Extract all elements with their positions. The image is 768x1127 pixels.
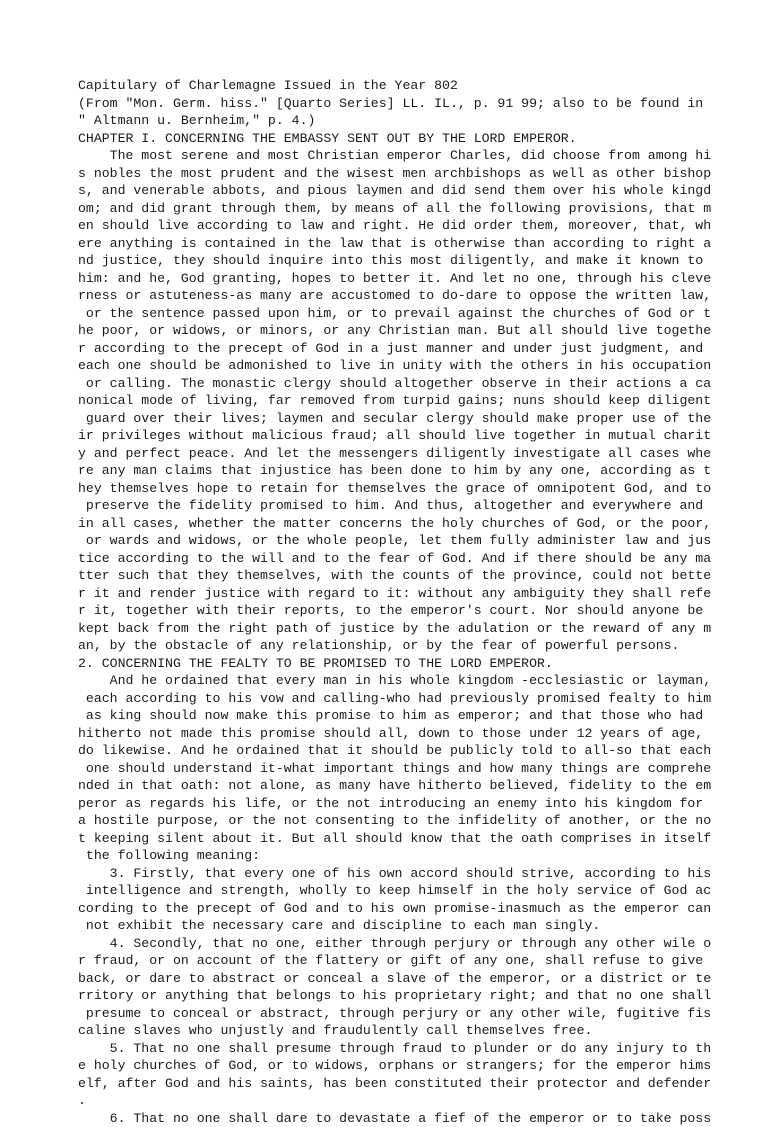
text-line: rness or astuteness-as many are accustomed to do-dare to oppose the written law, (78, 287, 768, 305)
text-line: hey themselves hope to retain for themselves the grace of omnipotent God, and to (78, 480, 768, 498)
text-line: r fraud, or on account of the flattery or gift of any one, shall refuse to give (78, 952, 768, 970)
text-line: not exhibit the necessary care and discipline to each man singly. (78, 917, 768, 935)
text-line: presume to conceal or abstract, through perjury or any other wile, fugitive fis (78, 1005, 768, 1023)
text-line: peror as regards his life, or the not introducing an enemy into his kingdom for (78, 795, 768, 813)
document-page (78, 77, 768, 1127)
text-line: s, and venerable abbots, and pious laymen and did send them over his whole kingd (78, 182, 768, 200)
text-line: as king should now make this promise to him as emperor; and that those who had (78, 707, 768, 725)
text-line: r according to the precept of God in a just manner and under just judgment, and (78, 340, 768, 358)
text-line: . (78, 1092, 768, 1110)
text-line: om; and did grant through them, by means of all the following provisions, that m (78, 200, 768, 218)
text-line: ir privileges without malicious fraud; all should live together in mutual charit (78, 427, 768, 445)
text-line: in all cases, whether the matter concerns the holy churches of God, or the poor, (78, 515, 768, 533)
text-line: kept back from the right path of justice by the adulation or the reward of any m (78, 620, 768, 638)
text-line: each one should be admonished to live in unity with the others in his occupation (78, 357, 768, 375)
text-line: or calling. The monastic clergy should altogether observe in their actions a ca (78, 375, 768, 393)
text-line: The most serene and most Christian emperor Charles, did choose from among hi (78, 147, 768, 165)
text-line: s nobles the most prudent and the wisest men archbishops as well as other bishop (78, 165, 768, 183)
text-line: the following meaning: (78, 847, 768, 865)
text-line: elf, after God and his saints, has been constituted their protector and defender (78, 1075, 768, 1093)
text-line: y and perfect peace. And let the messengers diligently investigate all cases whe (78, 445, 768, 463)
text-line: And he ordained that every man in his whole kingdom -ecclesiastic or layman, (78, 672, 768, 690)
text-line: him: and he, God granting, hopes to better it. And let no one, through his cleve (78, 270, 768, 288)
text-line: e holy churches of God, or to widows, orphans or strangers; for the emperor hims (78, 1057, 768, 1075)
text-line: tice according to the will and to the fear of God. And if there should be any ma (78, 550, 768, 568)
text-line: nd justice, they should inquire into this most diligently, and make it known to (78, 252, 768, 270)
text-line: do likewise. And he ordained that it should be publicly told to all-so that each (78, 742, 768, 760)
text-line: back, or dare to abstract or conceal a slave of the emperor, or a district or te (78, 970, 768, 988)
text-line: CHAPTER I. CONCERNING THE EMBASSY SENT OUT BY THE LORD EMPEROR. (78, 130, 768, 148)
text-line: nded in that oath: not alone, as many have hitherto believed, fidelity to the em (78, 777, 768, 795)
text-line: tter such that they themselves, with the counts of the province, could not bette (78, 567, 768, 585)
text-line: ere anything is contained in the law that is otherwise than according to right a (78, 235, 768, 253)
text-line: (From "Mon. Germ. hiss." [Quarto Series] LL. IL., p. 91 99; also to be found in (78, 95, 768, 113)
document-title: Capitulary of Charlemagne Issued in the Year 802 (78, 77, 768, 95)
text-line: re any man claims that injustice has been done to him by any one, according as t (78, 462, 768, 480)
text-line: 3. Firstly, that every one of his own accord should strive, according to his (78, 865, 768, 883)
text-line: guard over their lives; laymen and secular clergy should make proper use of the (78, 410, 768, 428)
text-line: intelligence and strength, wholly to keep himself in the holy service of God ac (78, 882, 768, 900)
text-line: one should understand it-what important things and how many things are comprehe (78, 760, 768, 778)
text-line: preserve the fidelity promised to him. And thus, altogether and everywhere and (78, 497, 768, 515)
text-line: 4. Secondly, that no one, either through perjury or through any other wile o (78, 935, 768, 953)
text-line: 5. That no one shall presume through fraud to plunder or do any injury to th (78, 1040, 768, 1058)
text-line: a hostile purpose, or the not consenting to the infidelity of another, or the no (78, 812, 768, 830)
text-line: r it, together with their reports, to the emperor's court. Nor should anyone be (78, 602, 768, 620)
text-line: 6. That no one shall dare to devastate a fief of the emperor or to take poss (78, 1110, 768, 1127)
text-line: en should live according to law and right. He did order them, moreover, that, wh (78, 217, 768, 235)
text-line: " Altmann u. Bernheim," p. 4.) (78, 112, 768, 130)
text-line: an, by the obstacle of any relationship, or by the fear of powerful persons. (78, 637, 768, 655)
text-line: or the sentence passed upon him, or to prevail against the churches of God or t (78, 305, 768, 323)
text-line: cording to the precept of God and to his own promise-inasmuch as the emperor can (78, 900, 768, 918)
document-text-body (78, 77, 768, 1127)
text-line: 2. CONCERNING THE FEALTY TO BE PROMISED TO THE LORD EMPEROR. (78, 655, 768, 673)
text-line: t keeping silent about it. But all should know that the oath comprises in itself (78, 830, 768, 848)
text-line: rritory or anything that belongs to his proprietary right; and that no one shall (78, 987, 768, 1005)
text-line: r it and render justice with regard to it: without any ambiguity they shall refe (78, 585, 768, 603)
text-line: nonical mode of living, far removed from turpid gains; nuns should keep diligent (78, 392, 768, 410)
text-line: he poor, or widows, or minors, or any Christian man. But all should live togethe (78, 322, 768, 340)
text-line: caline slaves who unjustly and fraudulently call themselves free. (78, 1022, 768, 1040)
text-line: each according to his vow and calling-who had previously promised fealty to him (78, 690, 768, 708)
text-line: hitherto not made this promise should all, down to those under 12 years of age, (78, 725, 768, 743)
text-line: or wards and widows, or the whole people, let them fully administer law and jus (78, 532, 768, 550)
